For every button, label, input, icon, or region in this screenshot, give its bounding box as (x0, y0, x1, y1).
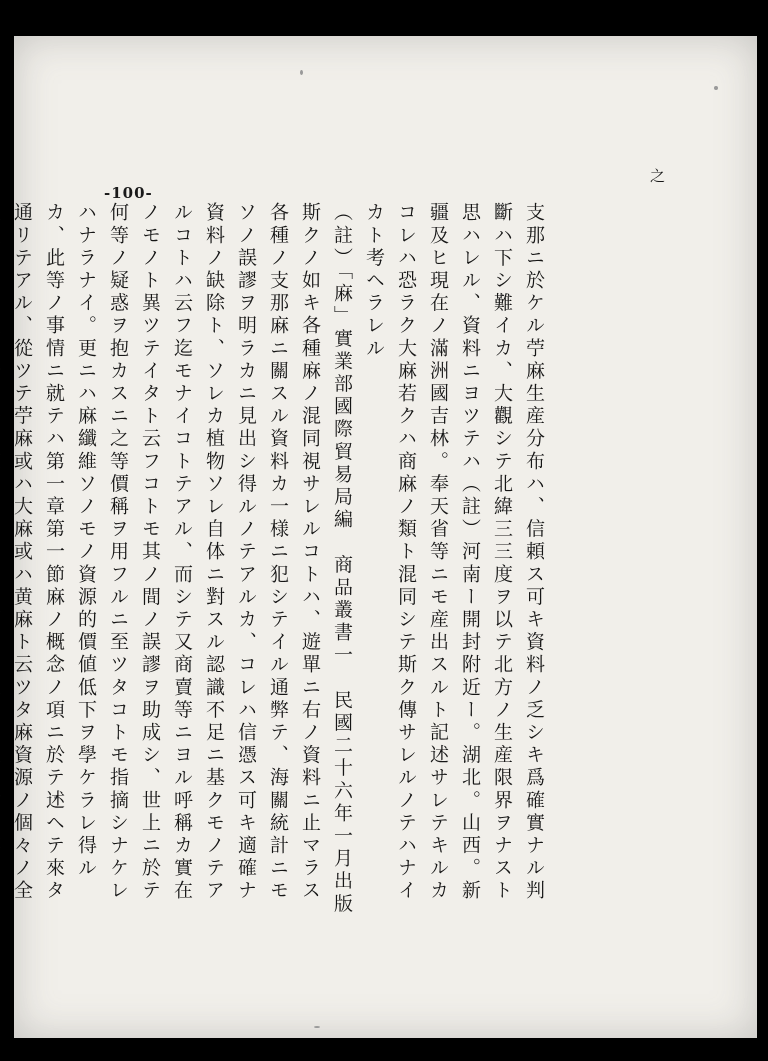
text-column: 思ハレル、資料ニヨツテハ（註）河南ー開封附近ー。湖北。山西。新 (459, 202, 481, 903)
scan-speck (714, 86, 718, 90)
text-column: ハナラナイ。更ニハ麻纖維ソノモノ資源的價値低下ヲ學ケラレ得ル (75, 202, 97, 880)
page-number: -100- (104, 184, 153, 202)
text-column: ルコトハ云フ迄モナイコトテアル、而シテ又商賣等ニヨル呼稱カ實在 (171, 202, 193, 903)
text-column: カト考ヘラレル (363, 202, 385, 361)
text-column: 支那ニ於ケル苧麻生産分布ハ、信頼ス可キ資料ノ乏シキ爲確實ナル判 (523, 202, 545, 903)
document-page (11, 36, 757, 1038)
text-column: 通リテアル、從ツテ苧麻或ハ大麻或ハ黄麻ト云ツタ麻資源ノ個々ノ全 (11, 202, 33, 903)
text-column: 何等ノ疑惑ヲ抱カスニ之等價稱ヲ用フルニ至ツタコトモ指摘シナケレ (107, 202, 129, 903)
text-column: 資料ノ缺除ト、ソレカ植物ソレ自体ニ對スル認識不足ニ基クモノテア (203, 202, 225, 903)
scan-speck (300, 70, 303, 75)
top-mark: 之 (648, 168, 666, 187)
text-column: 斷ハ下シ難イカ、大觀シテ北緯三三度ヲ以テ北方ノ生産限界ヲナスト (491, 202, 513, 903)
text-column: 疆及ヒ現在ノ滿洲國吉林。奉天省等ニモ産出スルト記述サレテキルカ (427, 202, 449, 903)
text-column (0, 202, 4, 903)
text-column: ソノ誤謬ヲ明ラカニ見出シ得ルノテアルカ、コレハ信憑ス可キ適確ナ (235, 202, 257, 903)
text-column: コレハ恐ラク大麻若クハ商麻ノ類ト混同シテ斯ク傳サレルノテハナイ (395, 202, 417, 903)
vertical-text-block (0, 202, 545, 1037)
text-column: 斯クノ如キ各種麻ノ混同視サレルコトハ、遊單ニ右ノ資料ニ止マラス (299, 202, 321, 903)
text-column: 各種ノ支那麻ニ關スル資料カ一様ニ犯シテイル通弊テ、海關統計ニモ (267, 202, 289, 903)
text-column: ノモノト異ツテイタト云フコトモ其ノ間ノ誤謬ヲ助成シ、世上ニ於テ (139, 202, 161, 903)
footnote-column: （註）「麻」實業部國際貿易局編 商品叢書一 民國二十六年一月出版 (331, 202, 353, 916)
text-column: カ、此等ノ事情ニ就テハ第一章第一節麻ノ概念ノ項ニ於テ述ヘテ來タ (43, 202, 65, 903)
